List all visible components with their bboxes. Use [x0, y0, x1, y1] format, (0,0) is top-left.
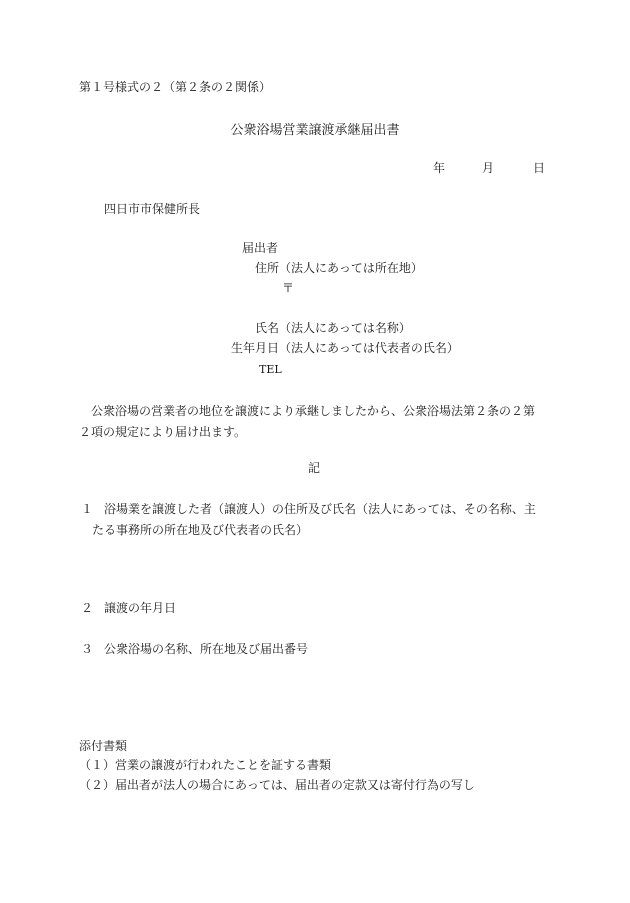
applicant-label: 届出者 — [242, 241, 279, 255]
applicant-name-label: 氏名（法人にあっては名称） — [255, 321, 411, 335]
item-1-text: 浴場業を譲渡した者（譲渡人）の住所及び氏名（法人にあっては、その名称、主 — [104, 502, 536, 516]
applicant-birthdate-label: 生年月日（法人にあっては代表者の氏名） — [231, 341, 459, 355]
applicant-address-label: 住所（法人にあっては所在地） — [255, 261, 423, 275]
attachments-heading: 添付書類 — [79, 739, 128, 753]
attachment-item-1: （１）営業の譲渡が行われたことを証する書類 — [79, 758, 332, 772]
date-day-label: 日 — [533, 161, 546, 175]
item-3-number: ３ — [81, 642, 94, 656]
ki-heading: 記 — [308, 461, 321, 475]
item-2-number: ２ — [81, 601, 94, 615]
postal-mark: 〒 — [282, 281, 295, 295]
addressee: 四日市市保健所長 — [104, 202, 201, 216]
form-number: 第１号様式の２（第２条の２関係） — [79, 80, 272, 94]
applicant-tel-label: TEL — [259, 363, 282, 376]
date-month-label: 月 — [482, 161, 495, 175]
date-year-label: 年 — [433, 161, 446, 175]
item-1-number: １ — [81, 502, 94, 516]
document-title: 公衆浴場営業譲渡承継届出書 — [230, 123, 400, 138]
item-2-text: 譲渡の年月日 — [104, 601, 177, 615]
attachment-item-2: （２）届出者が法人の場合にあっては、届出者の定款又は寄付行為の写し — [79, 778, 475, 792]
body-text-line-1: 公衆浴場の営業者の地位を譲渡により承継しましたから、公衆浴場法第２条の２第 — [91, 404, 536, 418]
body-text-line-2: ２項の規定により届け出ます。 — [79, 425, 247, 439]
item-1-text-continued: たる事務所の所在地及び代表者の氏名） — [92, 523, 309, 537]
item-3-text: 公衆浴場の名称、所在地及び届出番号 — [104, 642, 309, 656]
